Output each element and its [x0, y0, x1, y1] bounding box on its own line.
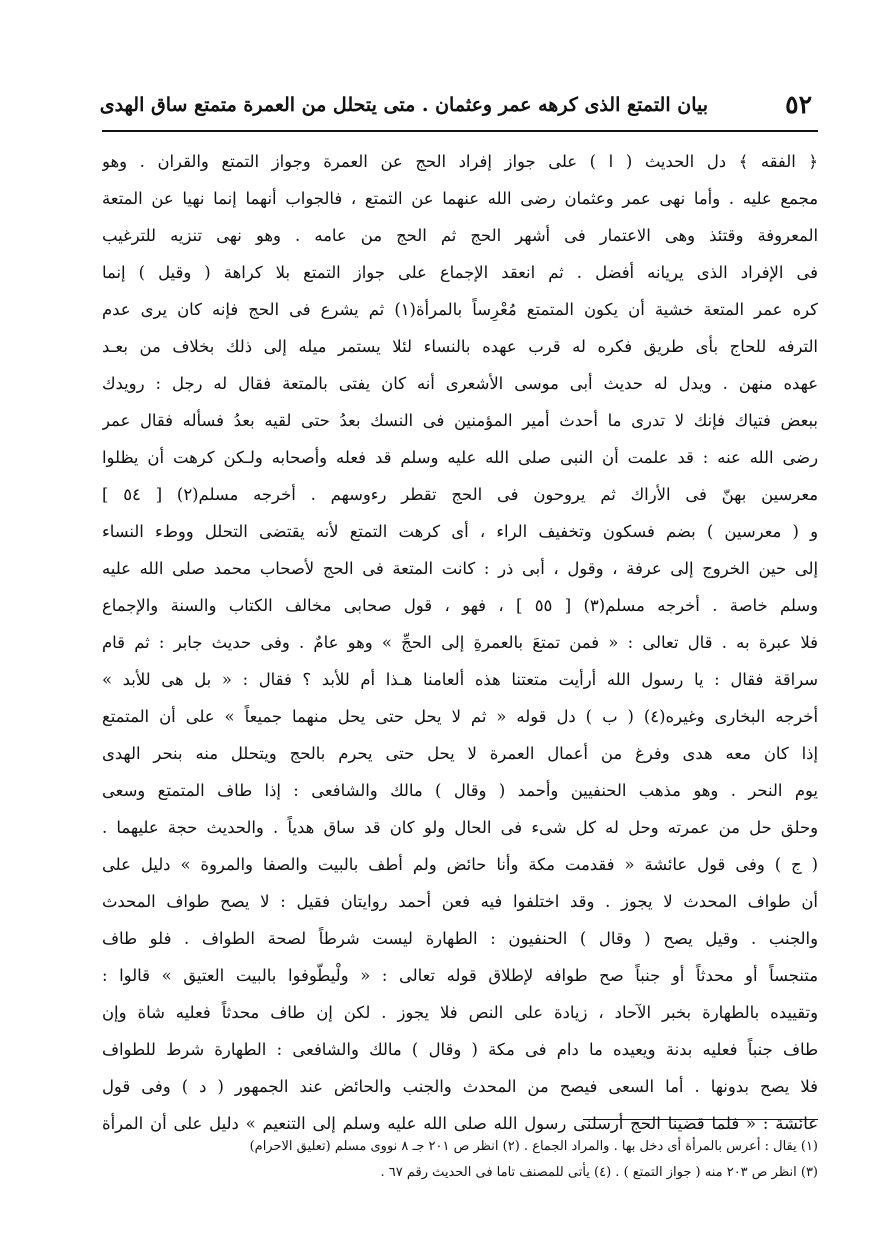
- footnote-divider: [583, 1119, 818, 1120]
- text-line: ﴿ الفقه ﴾ دل الحديث ( ا ) على جواز إفراد الحج عن العمرة وجواز التمتع والقران . وهو: [102, 152, 818, 171]
- text-line: المعروفة وقتئذ وهى الاعتمار فى أشهر الحج ثم الحج من عامه . وهو نهى تنزيه للترغيب: [102, 226, 818, 245]
- footnotes: [150, 1134, 818, 1186]
- text-line: وتقييده بالطهارة بخبر الآحاد ، زيادة على النص فلا يجوز . لكن إن طاف محدثاً فعليه شاة وإن: [102, 1003, 818, 1022]
- page-header: [99, 86, 818, 132]
- footnote-line: (٣) انظر ص ٢٠٣ منه ( جواز التمتع ) . (٤) يأتى للمصنف تاما فى الحديث رقم ٦٧ .: [380, 1165, 818, 1180]
- text-line: سراقة فقال : يا رسول الله أرأيت متعتنا هذه ألعامنا هـذا أم للأبد ؟ فقال : « بل هى للأبد »: [102, 670, 818, 689]
- text-line: الترفه للحاج بأى طريق فكره له قرب عهده بالنساء لئلا يستمر ميله إلى ذلك بخلاف من بعـد: [102, 337, 818, 356]
- text-line: متنجساً أو محدثاً أو جنباً صح طوافه لإطلاق قوله تعالى : « ولْيطّوفوا بالبيت العتيق » قالوا :: [102, 966, 818, 985]
- text-line: كره عمر المتعة خشية أن يكون المتمتع مُعْرِساً بالمرأة(١) ثم يشرع فى الحج فإنه كان يرى عدم: [102, 300, 818, 319]
- text-line: عائشة : « فلما قضينا الحج أرسلنى رسول الله صلى الله عليه وسلم إلى التنعيم » دليل على أن المرأة: [102, 1114, 818, 1133]
- main-text: [102, 143, 818, 1142]
- text-line: ببعض فتياك فإنك لا تدرى ما أحدث أمير المؤمنين فى النسك بعدُ حتى لقيه بعدُ فسأله فقال عمر: [102, 411, 818, 430]
- text-line: و ( معرسين ) بضم فسكون وتخفيف الراء ، أى كرهت التمتع لأنه يقتضى التحلل ووطء النساء: [102, 522, 818, 541]
- text-line: فلا عبرة به . قال تعالى : « فمن تمتعَ بالعمرةِ إلى الحجِّ » وهو عامٌ . وفى حديث جابر : ثم قام: [102, 633, 818, 652]
- running-title: بيان التمتع الذى كرهه عمر وعثمان . متى يتحلل من العمرة متمتع ساق الهدى: [99, 94, 708, 116]
- text-line: وسلم خاصة . أخرجه مسلم(٣) [ ٥٥ ] ، فهو ، قول صحابى مخالف الكتاب والسنة والإجماع: [102, 596, 818, 615]
- text-line: ( ج ) وفى قول عائشة « فقدمت مكة وأنا حائض ولم أطف بالبيت والصفا والمروة » دليل على: [102, 855, 818, 874]
- text-line: مجمع عليه . وأما نهى عمر وعثمان رضى الله عنهما عن التمتع ، فالجواب أنهما إنما نهيا عن المتعة: [102, 189, 818, 208]
- text-line: والجنب . وقيل يصح ( وقال ) الحنفيون : الطهارة ليست شرطاً لصحة الطواف . فلو طاف: [102, 929, 818, 948]
- text-line: فى الإفراد الذى يريانه أفضل . ثم انعقد الإجماع على جواز التمتع بلا كراهة ( وقيل ) إنما: [102, 263, 818, 282]
- text-line: عهده منهن . ويدل له حديث أبى موسى الأشعرى أنه كان يفتى بالمتعة فقال له رجل : رويدك: [102, 374, 818, 393]
- text-line: إلى حين الخروج إلى عرفة ، وقول ، أبى ذر : كانت المتعة فى الحج لأصحاب محمد صلى الله عليه: [102, 559, 818, 578]
- text-line: طاف جنباً فعليه بدنة ويعيده ما دام فى مكة ( وقال ) مالك والشافعى : الطهارة شرط للطواف: [102, 1040, 818, 1059]
- text-line: معرسين بهنّ فى الأراك ثم يروحون فى الحج تقطر رءوسهم . أخرجه مسلم(٢) [ ٥٤ ]: [102, 485, 818, 504]
- text-line: رضى الله عنه : قد علمت أن النبى صلى الله عليه وسلم قد فعله وأصحابه ولـكن كرهت أن يظلوا: [102, 448, 818, 467]
- text-line: فلا يصح بدونها . أما السعى فيصح من المحدث والجنب والحائض عند الجمهور ( د ) وفى قول: [102, 1077, 818, 1096]
- text-line: أخرجه البخارى وغيره(٤) ( ب ) دل قوله « ثم لا يحل حتى يحل منهما جميعاً » على أن المتمتع: [102, 707, 818, 726]
- text-line: يوم النحر . وهو مذهب الحنفيين وأحمد ( وقال ) مالك والشافعى : إذا طاف المتمتع وسعى: [102, 781, 818, 800]
- text-line: وحلق حل من عمرته وحل له كل شىء فى الحال ولو كان قد ساق هدياً . والحديث حجة عليهما .: [102, 818, 818, 837]
- footnote-line: (١) يقال : أعرس بالمرأة أى دخل بها . والمراد الجماع . (٢) انظر ص ٢٠١ جـ ٨ نووى مسلم (تعليق الاحرام): [249, 1139, 818, 1154]
- text-line: إذا كان معه هدى وفرغ من أعمال العمرة لا يحل حتى يحرم بالحج ويتحلل منه بنحر الهدى: [102, 744, 818, 763]
- text-line: أن طواف المحدث لا يجوز . وقد اختلفوا فيه فعن أحمد روايتان فقيل : لا يصح طواف المحدث: [102, 892, 818, 911]
- page-number: ٥٢: [785, 90, 812, 119]
